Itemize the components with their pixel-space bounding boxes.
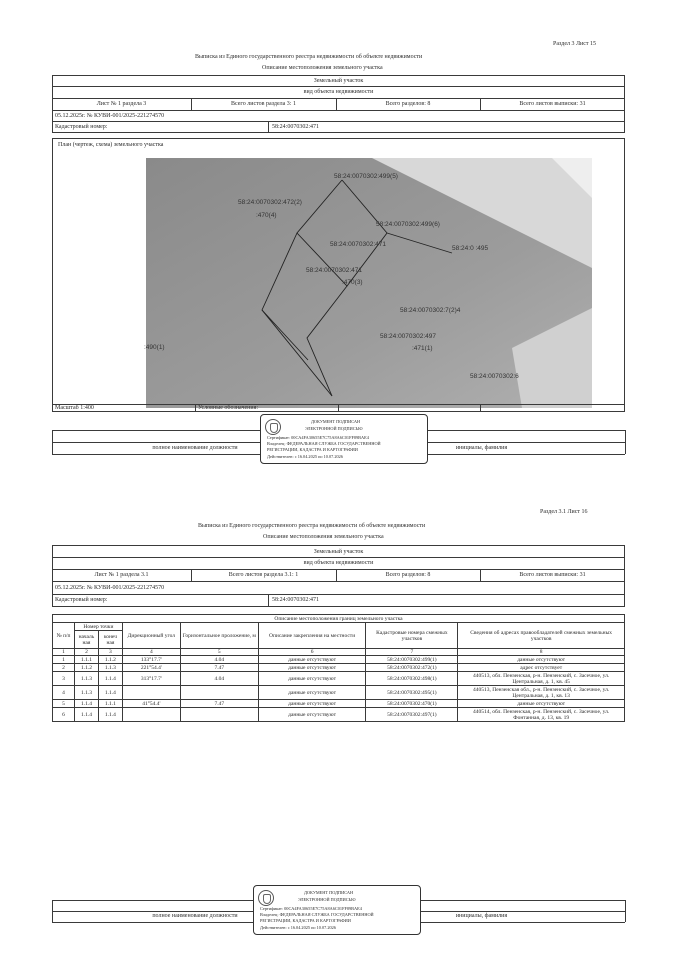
- plan-label: План (чертеж, схема) земельного участка: [58, 142, 164, 148]
- cell-no: 4: [53, 686, 75, 700]
- cell-no: 1: [53, 656, 75, 664]
- col-number: 2: [74, 649, 98, 656]
- cell-fixing: данные отсутствуют: [258, 672, 366, 686]
- cell-owner: 440514, обл. Пензенская, р-н. Пензенский, с. Засечное, ул. Фонтанная, д. 13, кв. 19: [458, 708, 625, 722]
- header-points: Номер точки: [74, 623, 122, 631]
- date-number-2: 05.12.2025г. № КУВИ-001/2025-221274570: [55, 585, 165, 591]
- stamp-owner1: Владелец: ФЕДЕРАЛЬНАЯ СЛУЖБА ГОСУДАРСТВЕННОЙ: [260, 912, 374, 917]
- cell-no: 3: [53, 672, 75, 686]
- cell-angle: [122, 686, 180, 700]
- header-owners: Сведения об адресах правообладателей смежных земельных участков: [458, 623, 625, 649]
- e-signature-stamp: [260, 414, 428, 464]
- col-number: 5: [180, 649, 258, 656]
- cell-start: 1.1.2: [74, 664, 98, 672]
- object-name-2: Земельный участок: [313, 549, 364, 555]
- sheet-label-2: Раздел 3.1 Лист 16: [540, 509, 588, 515]
- stamp-line2: ЭЛЕКТРОННОЙ ПОДПИСЬЮ: [305, 426, 363, 431]
- cell-no: 5: [53, 700, 75, 708]
- cadastral-label-2: Кадастровый номер:: [55, 597, 108, 603]
- cell-cadastral: 58:24:0070302:470(1): [366, 700, 458, 708]
- table-row: [53, 656, 625, 664]
- sheets-in-section-2: Всего листов раздела 3.1: 1: [228, 572, 299, 578]
- header-start: началь ная: [74, 631, 98, 649]
- stamp-cert: Сертификат: 00CA4FA30655E7C75A8A6C01FF89BAE4: [260, 906, 362, 911]
- emblem-icon: [258, 890, 274, 906]
- e-signature-stamp-2: [253, 885, 421, 935]
- cell-cadastral: 58:24:0070302:498(1): [366, 672, 458, 686]
- cell-distance: 7.47: [180, 700, 258, 708]
- plan-label-6: 58:24:0 :495: [452, 245, 489, 252]
- cell-cadastral: 58:24:0070302:499(1): [366, 656, 458, 664]
- plan-label-3: :470(4): [256, 212, 277, 219]
- position-label-2: полное наименование должности: [152, 913, 238, 919]
- document-subtitle-2: Описание местоположения земельного участка: [263, 534, 384, 540]
- table-row: [53, 708, 625, 722]
- cadastral-value-2: 58:24:0070302:471: [272, 597, 320, 603]
- cell-end: 1.1.1: [98, 700, 122, 708]
- header-angle: Дирекционный угол: [122, 623, 180, 649]
- map-scale: Масштаб 1:400: [55, 405, 94, 411]
- cell-start: 1.1.4: [74, 708, 98, 722]
- plan-label-1: 58:24:0070302:499(5): [334, 173, 398, 180]
- stamp-line2: ЭЛЕКТРОННОЙ ПОДПИСЬЮ: [298, 897, 356, 902]
- plan-label-4: 58:24:0070302:499(6): [376, 221, 440, 228]
- cell-owner: данные отсутствуют: [458, 656, 625, 664]
- cell-distance: 4.04: [180, 672, 258, 686]
- cell-fixing: данные отсутствуют: [258, 656, 366, 664]
- cell-distance: [180, 686, 258, 700]
- sheet-label: Раздел 3 Лист 15: [553, 41, 597, 47]
- cell-angle: 41°54.4': [122, 700, 180, 708]
- document-title-2: Выписка из Единого государственного реестра недвижимости об объекте недвижимости: [198, 523, 426, 529]
- cell-start: 1.1.3: [74, 686, 98, 700]
- object-name: Земельный участок: [313, 78, 364, 84]
- stamp-owner2: РЕГИСТРАЦИИ, КАДАСТРА И КАРТОГРАФИИ: [267, 447, 358, 452]
- object-kind: вид объекта недвижимости: [303, 89, 374, 95]
- document-subtitle: Описание местоположения земельного участка: [262, 65, 383, 71]
- cell-start: 1.1.3: [74, 672, 98, 686]
- sheets-in-section: Всего листов раздела 3: 1: [231, 101, 296, 107]
- header-distance: Горизонтальное проложение, м: [180, 623, 258, 649]
- sections-total-2: Всего разделов: 8: [385, 572, 431, 578]
- header-cadastral: Кадастровые номера смежных участков: [366, 623, 458, 649]
- plan-label-11: :471(1): [412, 345, 433, 352]
- cell-owner: 440513, обл. Пензенская, р-н. Пензенский, с. Засечное, ул. Центральная, д. 1, кв. 45: [458, 672, 625, 686]
- sections-total: Всего разделов: 8: [385, 101, 431, 107]
- cell-end: 1.1.4: [98, 708, 122, 722]
- plan-label-12: :490(1): [144, 344, 165, 351]
- cell-start: 1.1.1: [74, 656, 98, 664]
- col-number: 4: [122, 649, 180, 656]
- cell-owner: 440513, Пензенская обл., р-н. Пензенский, с. Засечное, ул. Центральная, д. 1, кв. 13: [458, 686, 625, 700]
- cell-distance: 7.47: [180, 664, 258, 672]
- cadastral-label: Кадастровый номер:: [55, 124, 108, 130]
- initials-label-2: инициалы, фамилия: [455, 913, 508, 919]
- cell-end: 1.1.4: [98, 672, 122, 686]
- cell-cadastral: 58:24:0070302:495(1): [366, 686, 458, 700]
- cell-cadastral: 58:24:0070302:472(1): [366, 664, 458, 672]
- cell-fixing: данные отсутствуют: [258, 686, 366, 700]
- stamp-owner1: Владелец: ФЕДЕРАЛЬНАЯ СЛУЖБА ГОСУДАРСТВЕННОЙ: [267, 441, 381, 446]
- sheet-number: Лист № 1 раздела 3: [96, 101, 147, 107]
- plan-label-9: 58:24:0070302:7(2)4: [400, 307, 461, 314]
- table-title: Описание местоположения границ земельного участка: [53, 615, 625, 623]
- plan-label-2: 58:24:0070302:472(2): [238, 199, 302, 206]
- header-end: конеч ная: [98, 631, 122, 649]
- col-number: 3: [98, 649, 122, 656]
- stamp-valid: Действителен: с 16.04.2025 по 10.07.2026: [260, 925, 336, 930]
- cell-cadastral: 58:24:0070302:497(1): [366, 708, 458, 722]
- stamp-line1: ДОКУМЕНТ ПОДПИСАН: [311, 419, 361, 424]
- header-no: № п/п: [53, 623, 75, 649]
- document-title: Выписка из Единого государственного реестра недвижимости об объекте недвижимости: [195, 54, 423, 60]
- table-row: [53, 686, 625, 700]
- cell-angle: [122, 708, 180, 722]
- cell-no: 6: [53, 708, 75, 722]
- plan-label-5: 58:24:0070302:471: [330, 241, 387, 248]
- plan-label-13: 58:24:0070302:6: [470, 373, 519, 380]
- sheets-total: Всего листов выписки: 31: [519, 101, 586, 107]
- plan-label-7: 58:24:0070302:471: [306, 267, 363, 274]
- cell-angle: 221°54.4': [122, 664, 180, 672]
- cell-fixing: данные отсутствуют: [258, 700, 366, 708]
- cell-no: 2: [53, 664, 75, 672]
- initials-label: инициалы, фамилия: [455, 445, 508, 451]
- map-legend: Условные обозначения:: [198, 405, 259, 411]
- stamp-cert: Сертификат: 00CA4FA30655E7C75A8A6C01FF89BAE4: [267, 435, 369, 440]
- object-kind-2: вид объекта недвижимости: [303, 560, 374, 566]
- cell-fixing: данные отсутствуют: [258, 664, 366, 672]
- stamp-line1: ДОКУМЕНТ ПОДПИСАН: [304, 890, 354, 895]
- cell-distance: 4.04: [180, 656, 258, 664]
- sheets-total-2: Всего листов выписки: 31: [519, 572, 586, 578]
- header-fixing: Описание закрепления на местности: [258, 623, 366, 649]
- plan-label-8: :470(3): [342, 279, 363, 286]
- table-row: [53, 672, 625, 686]
- boundary-table: [52, 614, 625, 722]
- emblem-icon: [265, 419, 281, 435]
- date-number: 05.12.2025г. № КУВИ-001/2025-221274570: [55, 113, 165, 119]
- stamp-valid: Действителен: с 16.04.2025 по 10.07.2026: [267, 454, 343, 459]
- col-number: 6: [258, 649, 366, 656]
- cell-angle: 133°17.7': [122, 656, 180, 664]
- table-row: [53, 664, 625, 672]
- sheet-number-2: Лист № 1 раздела 3.1: [94, 572, 149, 578]
- cell-owner: данные отсутствуют: [458, 700, 625, 708]
- plan-drawing: [52, 138, 625, 412]
- stamp-owner2: РЕГИСТРАЦИИ, КАДАСТРА И КАРТОГРАФИИ: [260, 918, 351, 923]
- cell-angle: 313°17.7': [122, 672, 180, 686]
- cadastral-value: 58:24:0070302:471: [272, 124, 320, 130]
- cell-end: 1.1.2: [98, 656, 122, 664]
- cell-end: 1.1.4: [98, 686, 122, 700]
- col-number: 1: [53, 649, 75, 656]
- position-label: полное наименование должности: [152, 445, 238, 451]
- col-number: 7: [366, 649, 458, 656]
- plan-label-10: 58:24:0070302:497: [380, 333, 437, 340]
- cell-fixing: данные отсутствуют: [258, 708, 366, 722]
- cell-distance: [180, 708, 258, 722]
- cell-start: 1.1.4: [74, 700, 98, 708]
- col-number: 8: [458, 649, 625, 656]
- cell-end: 1.1.3: [98, 664, 122, 672]
- cell-owner: адрес отсутствует: [458, 664, 625, 672]
- table-row: [53, 700, 625, 708]
